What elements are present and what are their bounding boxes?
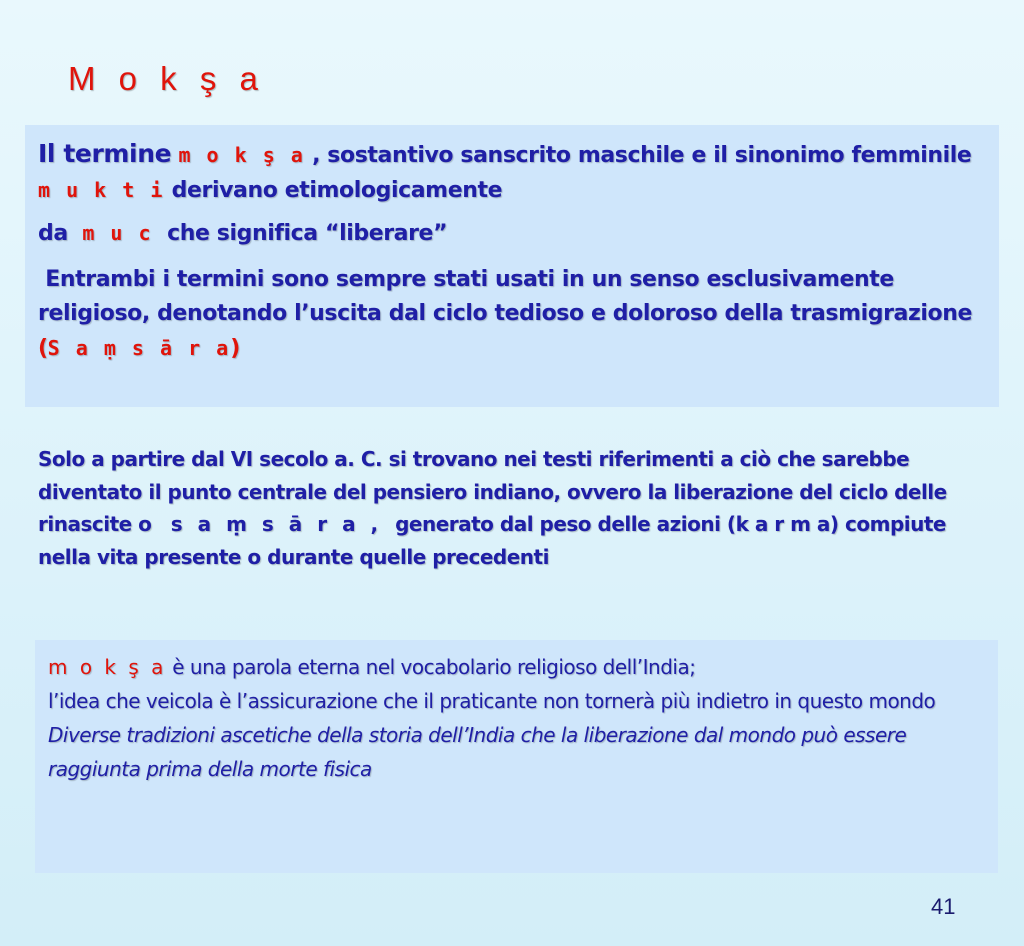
- history-text-1: Solo a partire dal VI secolo a. C. si trovano nei testi riferimenti a ciò che sarebbe diventato il punto centrale del pensiero indiano, ovvero la liberazione del ciclo delle rinascite o: [38, 447, 947, 536]
- page-number: 41: [931, 894, 956, 919]
- etymology-start: da: [38, 221, 68, 246]
- etymology-paragraph: [38, 216, 985, 251]
- history-text-3: ) compiute nella vita presente o durante quelle precedenti: [38, 512, 946, 569]
- summary-line-3: Diverse tradizioni ascetiche della storia dell’India che la liberazione dal mondo può essere raggiunta prima della morte fisica: [48, 723, 907, 781]
- definition-end: derivano etimologicamente: [171, 178, 503, 203]
- term-mukti: m u k t i: [38, 178, 165, 202]
- usage-text: Entrambi i termini sono sempre stati usati in un senso esclusivamente religioso, denotando l’uscita dal ciclo tedioso e doloroso della trasmigrazione: [38, 267, 973, 326]
- history-term-samsara: s a ṃ s ā r a ,: [170, 512, 383, 536]
- history-paragraph: [38, 443, 998, 573]
- summary-box: [35, 640, 998, 873]
- definition-lead: Il termine: [38, 139, 172, 168]
- paren-open: (: [38, 336, 48, 361]
- history-text-2: generato dal peso delle azioni (: [395, 512, 736, 536]
- definition-box: [25, 125, 999, 407]
- definition-middle: , sostantivo sanscrito maschile e il sinonimo femminile: [312, 143, 972, 168]
- term-moksa: m o k ş a: [178, 143, 305, 167]
- slide-title: M o k ş a: [68, 60, 265, 97]
- summary-line-1-text: è una parola eterna nel vocabolario religioso dell’India;: [172, 655, 696, 679]
- usage-paragraph: [38, 263, 985, 366]
- term-muc: m u c: [82, 221, 153, 245]
- paren-close: ): [230, 336, 240, 361]
- term-samsara: S a ṃ s ā r a: [47, 336, 231, 360]
- definition-paragraph: [38, 137, 985, 208]
- history-karma: k a r m a: [735, 512, 830, 536]
- summary-term-moksa: m o k ş a: [48, 655, 167, 679]
- summary-line-2: l’idea che veicola è l’assicurazione che il praticante non tornerà più indietro in questo mondo: [48, 689, 936, 713]
- etymology-end: che significa “liberare”: [167, 221, 448, 246]
- summary-line-1: [48, 650, 988, 684]
